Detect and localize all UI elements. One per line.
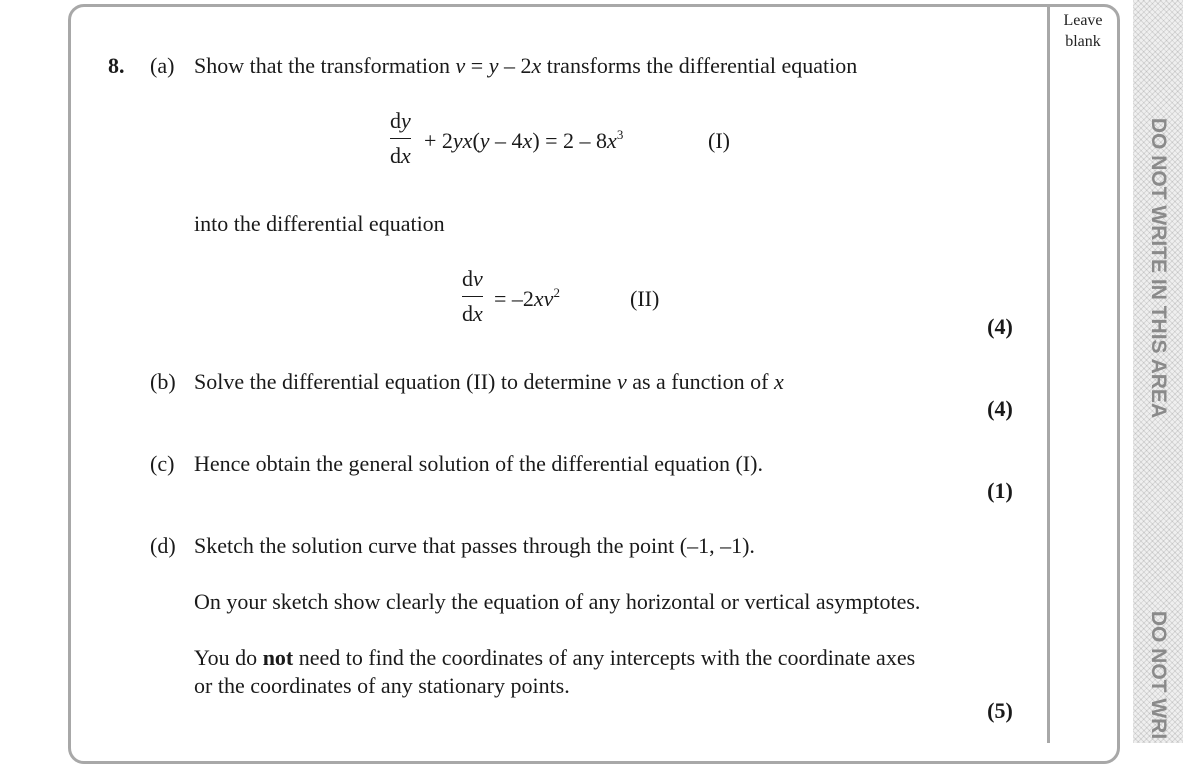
part-b-label: (b) (150, 369, 176, 394)
part-b-marks: (4) (987, 396, 1013, 421)
part-d-line2: On your sketch show clearly the equation of any horizontal or vertical asymptotes. (194, 589, 921, 614)
part-c-label: (c) (150, 451, 175, 476)
part-a-label: (a) (150, 53, 175, 78)
do-not-write-text-2: DO NOT WRI (1147, 610, 1170, 740)
do-not-write-text: DO NOT WRITE IN THIS AREA (1147, 117, 1170, 419)
part-b-text: Solve the differential equation (II) to determine v as a function of x (194, 369, 784, 394)
part-d-line3: You do not need to find the coordinates of any intercepts with the coordinate axes (194, 645, 916, 670)
part-a-intro: Show that the transformation v = y – 2x transforms the differential equation (194, 53, 858, 78)
leave-blank-divider (1047, 6, 1050, 743)
eq2-rhs: = $-2xv^2$ (494, 285, 560, 311)
eq2-tag: (II) (630, 286, 660, 311)
part-d-text: Sketch the solution curve that passes through the point (–1, –1). (194, 533, 755, 558)
eq1-rhs: + $2yx(y - 4x) = 2 - 8x^3$ (424, 127, 624, 153)
eq1-tag: (I) (708, 128, 730, 153)
part-a-marks: (4) (987, 314, 1013, 339)
question-number: 8. (108, 53, 125, 78)
part-d-line4: or the coordinates of any stationary points. (194, 673, 570, 698)
part-a-into: into the differential equation (194, 211, 445, 236)
leave-blank-label: Leave blank (1063, 12, 1103, 50)
eq2-fraction: dv dx (462, 266, 483, 326)
part-d-marks: (5) (987, 698, 1013, 723)
part-c-text: Hence obtain the general solution of the differential equation (I). (194, 451, 763, 476)
part-d-label: (d) (150, 533, 176, 558)
part-c-marks: (1) (987, 478, 1013, 503)
eq1-fraction: dy dx (390, 108, 411, 168)
